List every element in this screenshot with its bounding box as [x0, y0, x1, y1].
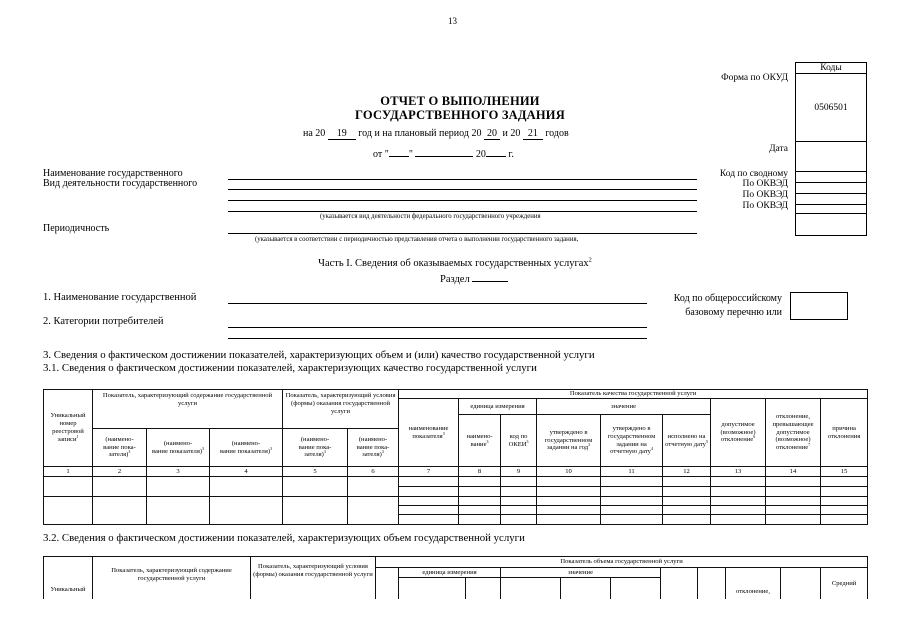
- table-cell: [376, 568, 399, 600]
- table-cell: [501, 578, 561, 600]
- table-cell[interactable]: [821, 487, 868, 497]
- codes-box: [795, 62, 867, 236]
- part-heading-text: Часть I. Сведения об оказываемых государственных услугах: [318, 258, 589, 269]
- date-label: Дата: [769, 144, 788, 154]
- column-number: 12: [663, 467, 711, 477]
- period-conj: и 20: [502, 128, 521, 139]
- header-excess-deviation-text: отклонение, превышающее допустимое (возможное) отклонение: [772, 413, 814, 452]
- date-close-quote: ": [408, 149, 413, 160]
- table-row: [44, 477, 868, 487]
- header-sub-indicator-1-text: (наимено- вание пока- зателя): [103, 435, 136, 459]
- v-header-average-text: Средний: [831, 580, 857, 587]
- header-sub-indicator-2-text: (наимено- вание показателя): [151, 439, 203, 455]
- periodicity-note: (указывается в соответствии с периодичностью представления отчета о выполнении государственного задания,: [255, 236, 579, 243]
- date-line: [373, 145, 514, 160]
- table-cell[interactable]: [537, 487, 601, 497]
- base-list-code-label-1: Код по общероссийскому: [673, 293, 782, 304]
- table-cell[interactable]: [210, 497, 283, 525]
- v-header-volume-indicator-text: Показатель объема государственной услуги: [560, 558, 683, 566]
- okved-label-2: По ОКВЭД: [742, 190, 788, 200]
- table-cell: [698, 568, 726, 600]
- activity-note: (указывается вид деятельности федерального государственного учреждения: [320, 213, 541, 220]
- plan-year1-field[interactable]: 20: [484, 128, 500, 140]
- header-value: [537, 399, 711, 415]
- okud-code-cell[interactable]: 0506501: [796, 74, 867, 142]
- service-name-label: 1. Наименование государственной: [43, 292, 197, 303]
- header-value-text: значение: [611, 402, 637, 410]
- volume-indicators-table: [43, 556, 868, 599]
- table-cell[interactable]: [501, 487, 537, 497]
- header-sub-indicator-4: [283, 429, 348, 467]
- institution-name-line[interactable]: [228, 179, 697, 180]
- table-cell[interactable]: [348, 477, 399, 497]
- header-sub-indicator-3: [210, 429, 283, 467]
- table-cell[interactable]: [147, 477, 210, 497]
- service-name-line[interactable]: [228, 303, 647, 304]
- header-approved-date-footnote: 4: [650, 446, 653, 452]
- header-registry-number: [44, 390, 93, 467]
- table-cell[interactable]: [601, 506, 663, 515]
- column-number: 7: [399, 467, 459, 477]
- v-header-deviation: [726, 568, 781, 600]
- period-line: [303, 128, 569, 140]
- table-cell[interactable]: [821, 497, 868, 506]
- okved-code-cell-2[interactable]: [796, 194, 867, 205]
- header-indicator-name-footnote: 3: [442, 430, 445, 436]
- okved-label-1: По ОКВЭД: [742, 179, 788, 189]
- table-cell[interactable]: [459, 515, 501, 525]
- header-sub-indicator-5-footnote: 3: [381, 449, 384, 455]
- report-title-line1: ОТЧЕТ О ВЫПОЛНЕНИИ: [380, 94, 540, 108]
- header-executed-footnote: 5: [705, 438, 708, 444]
- table-cell[interactable]: [711, 497, 766, 506]
- activity-type-label: Вид деятельности государственного: [43, 178, 198, 189]
- table-cell[interactable]: [601, 477, 663, 487]
- table-cell[interactable]: [821, 515, 868, 525]
- column-number: 14: [766, 467, 821, 477]
- table-cell[interactable]: [348, 497, 399, 525]
- table-cell: [399, 578, 466, 600]
- section-label: Раздел: [440, 274, 470, 285]
- column-number: 8: [459, 467, 501, 477]
- v-header-conditions-indicator: [251, 557, 376, 600]
- header-indicator-name-text: наименование показателя: [408, 424, 449, 440]
- table-cell[interactable]: [459, 506, 501, 515]
- header-sub-indicator-1: [93, 429, 147, 467]
- part-heading: [300, 258, 610, 269]
- header-okei-code-text: код по ОКЕИ: [508, 432, 528, 448]
- header-approved-year-footnote: 3: [588, 442, 591, 448]
- table-cell[interactable]: [93, 497, 147, 525]
- header-unit: [459, 399, 537, 415]
- table-cell[interactable]: [501, 497, 537, 506]
- v-header-content-indicator: [93, 557, 251, 600]
- header-sub-indicator-3-footnote: 3: [270, 445, 273, 451]
- header-deviation-reason: [821, 399, 868, 467]
- table-cell[interactable]: [537, 477, 601, 487]
- periodicity-line[interactable]: [228, 233, 697, 234]
- table-cell[interactable]: [663, 477, 711, 487]
- header-sub-indicator-4-text: (наимено- вание пока- зателя): [298, 435, 332, 459]
- table-cell[interactable]: [663, 515, 711, 525]
- okved-code-cell-1[interactable]: [796, 183, 867, 194]
- v-header-conditions-indicator-text: Показатель, характеризующий условия (формы) оказания государственной услуги: [253, 563, 373, 578]
- okved-code-cell-3[interactable]: [796, 205, 867, 214]
- report-title-line2: ГОСУДАРСТВЕННОГО ЗАДАНИЯ: [355, 108, 565, 122]
- table-cell[interactable]: [399, 497, 459, 506]
- section-3-1-heading: 3.1. Сведения о фактическом достижении показателей, характеризующих качество государственной услуги: [43, 362, 537, 374]
- column-number: 10: [537, 467, 601, 477]
- table-cell[interactable]: [399, 506, 459, 515]
- v-header-value-text: значение: [567, 568, 594, 576]
- date-month-field[interactable]: [415, 145, 473, 157]
- table-cell[interactable]: [537, 515, 601, 525]
- table-cell[interactable]: [711, 506, 766, 515]
- consumer-categories-label: 2. Категории потребителей: [43, 316, 164, 327]
- period-mid: год и на плановый период 20: [358, 128, 482, 139]
- table-cell[interactable]: [501, 477, 537, 487]
- header-unit-text: единица измерения: [470, 402, 525, 410]
- table-cell[interactable]: [399, 487, 459, 497]
- header-sub-indicator-3-text: (наимено- вание показателя): [219, 439, 271, 455]
- header-deviation-reason-text: причина отклонения: [827, 424, 861, 440]
- base-list-code-label-2: базовому перечню или: [685, 307, 782, 318]
- volume-indicators-table-viewport: [43, 556, 869, 599]
- column-number: 11: [601, 467, 663, 477]
- date-year-field[interactable]: [486, 145, 506, 157]
- header-okei-code: [501, 415, 537, 467]
- table-cell[interactable]: [147, 497, 210, 525]
- institution-name-label: Наименование государственного: [43, 168, 183, 179]
- table-cell: [781, 568, 821, 600]
- column-number: 4: [210, 467, 283, 477]
- svod-code-cell[interactable]: [796, 172, 867, 183]
- column-number: 2: [93, 467, 147, 477]
- table-cell: [561, 578, 611, 600]
- table-cell[interactable]: [459, 487, 501, 497]
- consumer-categories-line-2[interactable]: [228, 338, 647, 339]
- v-header-unit-text: единица измерения: [422, 568, 477, 576]
- column-number: 15: [821, 467, 868, 477]
- table-cell[interactable]: [44, 497, 93, 525]
- period-suffix: годов: [545, 128, 569, 139]
- table-cell[interactable]: [501, 506, 537, 515]
- header-sub-indicator-2-footnote: 3: [202, 445, 205, 451]
- column-number: 1: [44, 467, 93, 477]
- header-quality-indicator: [399, 390, 868, 399]
- date-suffix: г.: [508, 149, 514, 160]
- column-number: 3: [147, 467, 210, 477]
- consumer-categories-line-1[interactable]: [228, 327, 647, 328]
- codes-header: Коды: [796, 63, 867, 74]
- table-cell[interactable]: [44, 477, 93, 497]
- table-cell[interactable]: [283, 497, 348, 525]
- table-cell[interactable]: [93, 477, 147, 497]
- v-header-unit: [399, 568, 501, 578]
- date-year-prefix: 20: [475, 149, 486, 160]
- table-cell[interactable]: [399, 477, 459, 487]
- header-sub-indicator-4-footnote: 3: [323, 449, 326, 455]
- table-cell[interactable]: [399, 515, 459, 525]
- header-approved-year: [537, 415, 601, 467]
- table-cell[interactable]: [537, 506, 601, 515]
- part-heading-footnote: 2: [588, 256, 592, 264]
- header-excess-deviation-footnote: 7: [808, 441, 811, 447]
- section-number-line: [440, 270, 508, 285]
- activity-line-3[interactable]: [228, 211, 697, 212]
- table-cell[interactable]: [210, 477, 283, 497]
- header-conditions-indicator: [283, 390, 399, 429]
- header-content-indicator: [93, 390, 283, 429]
- header-okei-code-footnote: 3: [526, 438, 529, 444]
- v-header-registry-number: [44, 557, 93, 600]
- v-header-volume-indicator: [376, 557, 868, 568]
- v-header-deviation-text: отклонение,: [736, 588, 770, 595]
- header-conditions-indicator-text: Показатель, характеризующий условия (формы) оказания государственной услуги: [285, 392, 396, 415]
- table-cell[interactable]: [821, 477, 868, 487]
- extra-code-cell[interactable]: [796, 214, 867, 236]
- header-quality-indicator-text: Показатель качества государственной услуги: [569, 390, 697, 398]
- table-cell[interactable]: [537, 497, 601, 506]
- table-cell: [661, 568, 698, 600]
- table-cell[interactable]: [711, 487, 766, 497]
- v-header-value: [501, 568, 661, 578]
- base-list-code-box[interactable]: [790, 292, 848, 320]
- table-cell[interactable]: [601, 515, 663, 525]
- header-allowed-deviation-footnote: 6: [753, 434, 756, 440]
- table-cell[interactable]: [663, 497, 711, 506]
- header-sub-indicator-1-footnote: 3: [128, 449, 131, 455]
- plan-year2-field[interactable]: 21: [523, 128, 543, 140]
- date-code-cell[interactable]: [796, 142, 867, 172]
- header-excess-deviation: [766, 399, 821, 467]
- header-unit-name-footnote: 3: [486, 438, 489, 444]
- header-approved-date: [601, 415, 663, 467]
- table-cell[interactable]: [283, 477, 348, 497]
- section-3-heading: 3. Сведения о фактическом достижении показателей, характеризующих объем и (или) качество государственной услуги: [43, 349, 595, 361]
- activity-line-2[interactable]: [228, 200, 697, 201]
- table-cell[interactable]: [459, 497, 501, 506]
- table-cell[interactable]: [663, 487, 711, 497]
- header-indicator-name: [399, 399, 459, 467]
- date-day-field[interactable]: [389, 145, 409, 157]
- table-row: [44, 497, 868, 506]
- activity-line-1[interactable]: [228, 189, 697, 190]
- svod-label: Код по сводному: [719, 169, 788, 179]
- header-approved-year-text: утверждено в государственном задании на год: [544, 428, 593, 452]
- column-number: 13: [711, 467, 766, 477]
- date-from: от ": [373, 149, 389, 160]
- period-prefix: на 20: [303, 128, 326, 139]
- v-header-average: [821, 568, 868, 600]
- header-registry-number-text: Уникальный номер реестровой записи: [50, 412, 86, 443]
- table-cell[interactable]: [711, 515, 766, 525]
- v-header-content-indicator-text: Показатель, характеризующий содержание государственной услуги: [111, 567, 232, 582]
- section-number-field[interactable]: [472, 270, 508, 282]
- table-cell: [611, 578, 661, 600]
- v-header-registry-number-text: Уникальный: [50, 585, 86, 593]
- header-allowed-deviation-text: допустимое (возможное) отклонение: [720, 420, 756, 444]
- okved-label-3: По ОКВЭД: [742, 201, 788, 211]
- header-content-indicator-text: Показатель, характеризующий содержание государственной услуги: [102, 392, 273, 407]
- table-cell[interactable]: [821, 506, 868, 515]
- periodicity-label: Периодичность: [43, 223, 110, 234]
- header-executed-text: исполнено на отчетную дату: [665, 432, 706, 448]
- table-cell[interactable]: [766, 477, 821, 487]
- column-number: 6: [348, 467, 399, 477]
- okud-label: Форма по ОКУД: [721, 73, 788, 83]
- table-cell[interactable]: [711, 477, 766, 487]
- header-unit-name: [459, 415, 501, 467]
- header-approved-date-text: утверждено в государственном задании на отчетную дату: [607, 424, 656, 456]
- table-cell[interactable]: [766, 497, 821, 506]
- header-allowed-deviation: [711, 399, 766, 467]
- table-cell[interactable]: [766, 515, 821, 525]
- header-executed: [663, 415, 711, 467]
- column-number: 5: [283, 467, 348, 477]
- header-unit-name-text: наимено-вание: [466, 432, 493, 448]
- table-cell[interactable]: [501, 515, 537, 525]
- header-sub-indicator-5: [348, 429, 399, 467]
- table-cell[interactable]: [459, 477, 501, 487]
- header-sub-indicator-2: [147, 429, 210, 467]
- report-year-field[interactable]: 19: [328, 128, 356, 140]
- table-cell[interactable]: [663, 506, 711, 515]
- table-cell[interactable]: [766, 506, 821, 515]
- quality-indicators-table: [43, 389, 868, 525]
- table-cell[interactable]: [601, 497, 663, 506]
- column-number: 9: [501, 467, 537, 477]
- header-registry-number-footnote: 1: [76, 433, 79, 439]
- table-cell[interactable]: [766, 487, 821, 497]
- header-sub-indicator-5-text: (наимено- вание пока- зателя): [356, 435, 390, 459]
- page-number: 13: [448, 16, 457, 26]
- table-cell: [466, 578, 501, 600]
- table-cell[interactable]: [601, 487, 663, 497]
- section-3-2-heading: 3.2. Сведения о фактическом достижении показателей, характеризующих объем государственной услуги: [43, 532, 525, 544]
